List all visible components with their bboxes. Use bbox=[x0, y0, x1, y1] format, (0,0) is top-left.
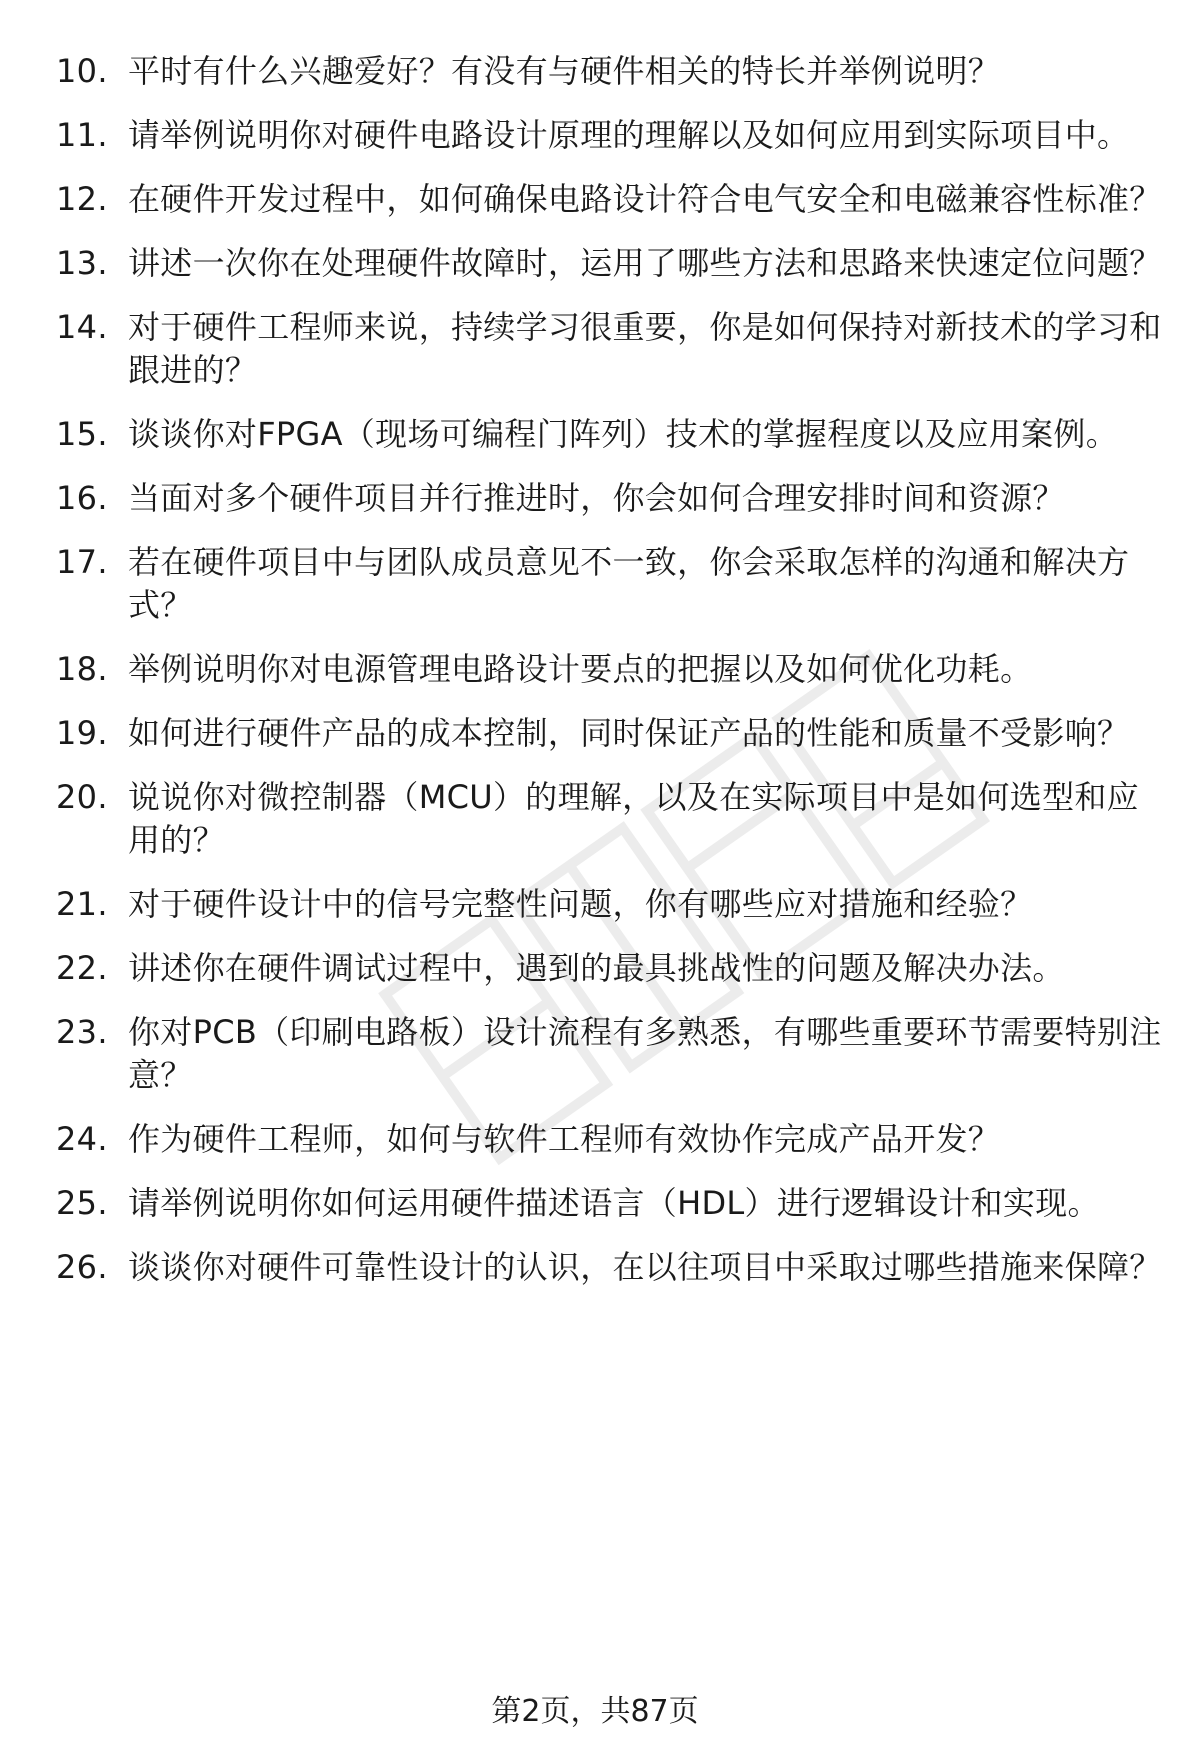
list-item bbox=[56, 883, 1166, 926]
question-number: 14. bbox=[56, 308, 108, 346]
question-text: 举例说明你对电源管理电路设计要点的把握以及如何优化功耗。 bbox=[128, 650, 1033, 688]
question-text: 对于硬件设计中的信号完整性问题，你有哪些应对措施和经验？ bbox=[128, 885, 1033, 923]
question-number: 18. bbox=[56, 650, 108, 688]
question-number: 15. bbox=[56, 415, 108, 453]
question-number: 13. bbox=[56, 244, 108, 282]
question-text: 平时有什么兴趣爱好？有没有与硬件相关的特长并举例说明？ bbox=[128, 52, 1001, 90]
question-number: 23. bbox=[56, 1013, 108, 1051]
question-number: 24. bbox=[56, 1120, 108, 1158]
question-text: 如何进行硬件产品的成本控制，同时保证产品的性能和质量不受影响？ bbox=[128, 714, 1130, 752]
question-number: 12. bbox=[56, 180, 108, 218]
question-number: 25. bbox=[56, 1184, 108, 1222]
list-item bbox=[56, 114, 1166, 157]
question-text: 作为硬件工程师，如何与软件工程师有效协作完成产品开发？ bbox=[128, 1120, 1001, 1158]
list-item bbox=[56, 1118, 1166, 1161]
page-number-footer: 第2页，共87页 bbox=[491, 1694, 699, 1729]
question-number: 21. bbox=[56, 885, 108, 923]
question-number: 26. bbox=[56, 1248, 108, 1286]
list-item bbox=[56, 50, 1166, 93]
question-text: 讲述你在硬件调试过程中，遇到的最具挑战性的问题及解决办法。 bbox=[128, 949, 1065, 987]
question-text: 请举例说明你如何运用硬件描述语言（HDL）进行逻辑设计和实现。 bbox=[128, 1184, 1100, 1222]
question-text: 请举例说明你对硬件电路设计原理的理解以及如何应用到实际项目中。 bbox=[128, 116, 1130, 154]
question-number: 22. bbox=[56, 949, 108, 987]
question-text: 说说你对微控制器（MCU）的理解，以及在实际项目中是如何选型和应用的？ bbox=[128, 778, 1139, 859]
question-text: 讲述一次你在处理硬件故障时，运用了哪些方法和思路来快速定位问题？ bbox=[128, 244, 1162, 282]
question-number: 10. bbox=[56, 52, 108, 90]
list-item bbox=[56, 1182, 1166, 1225]
list-item bbox=[56, 178, 1166, 221]
question-text: 若在硬件项目中与团队成员意见不一致，你会采取怎样的沟通和解决方式？ bbox=[128, 543, 1130, 624]
question-text: 你对PCB（印刷电路板）设计流程有多熟悉，有哪些重要环节需要特别注意？ bbox=[128, 1013, 1162, 1094]
list-item bbox=[56, 776, 1166, 862]
list-item bbox=[56, 541, 1166, 627]
question-list bbox=[56, 50, 1166, 1310]
question-text: 谈谈你对FPGA（现场可编程门阵列）技术的掌握程度以及应用案例。 bbox=[128, 415, 1118, 453]
list-item bbox=[56, 1011, 1166, 1097]
list-item bbox=[56, 477, 1166, 520]
list-item bbox=[56, 947, 1166, 990]
question-number: 19. bbox=[56, 714, 108, 752]
list-item bbox=[56, 712, 1166, 755]
list-item bbox=[56, 306, 1166, 392]
question-number: 16. bbox=[56, 479, 108, 517]
question-number: 20. bbox=[56, 778, 108, 816]
list-item bbox=[56, 413, 1166, 456]
list-item bbox=[56, 648, 1166, 691]
question-text: 对于硬件工程师来说，持续学习很重要，你是如何保持对新技术的学习和跟进的？ bbox=[128, 308, 1162, 389]
list-item bbox=[56, 1246, 1166, 1289]
question-text: 谈谈你对硬件可靠性设计的认识，在以往项目中采取过哪些措施来保障？ bbox=[128, 1248, 1162, 1286]
question-text: 当面对多个硬件项目并行推进时，你会如何合理安排时间和资源？ bbox=[128, 479, 1065, 517]
question-number: 17. bbox=[56, 543, 108, 581]
list-item bbox=[56, 242, 1166, 285]
question-number: 11. bbox=[56, 116, 108, 154]
question-text: 在硬件开发过程中，如何确保电路设计符合电气安全和电磁兼容性标准？ bbox=[128, 180, 1162, 218]
